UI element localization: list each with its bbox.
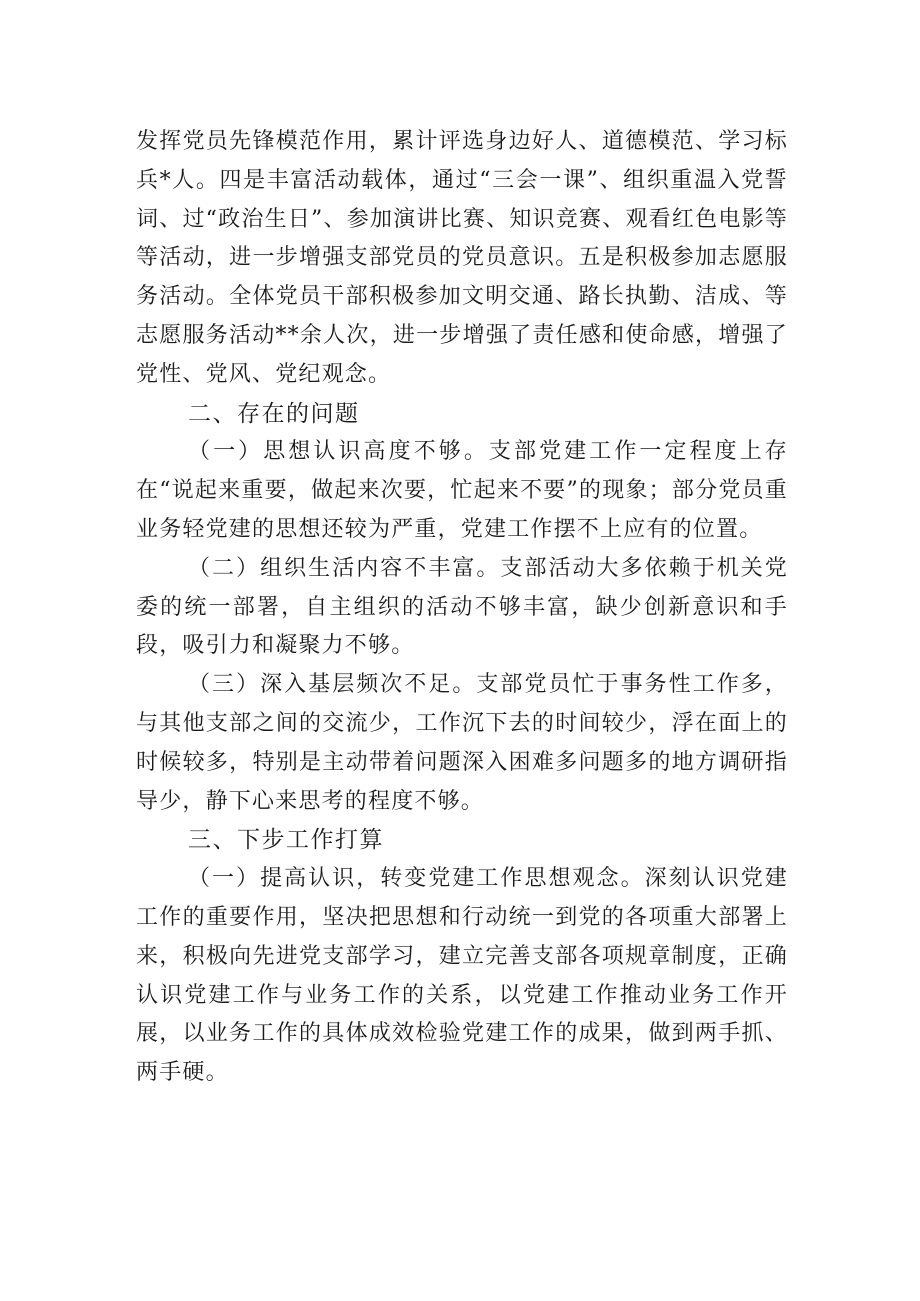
paragraph-party-activities: 发挥党员先锋模范作用，累计评选身边好人、道德模范、学习标兵*人。四是丰富活动载体，通过“三会一课”、组织重温入党誓词、过“政治生日”、参加演讲比赛、知识竞赛、观看红色电影等等活动，进一步增强支部党员的党员意识。五是积极参加志愿服务活动。全体党员干部积极参加文明交通、路长执勤、洁成、等志愿服务活动**余人次，进一步增强了责任感和使命感，增强了党性、党风、党纪观念。: [136, 129, 788, 387]
paragraph-problem-2-organization: （二）组织生活内容不丰富。支部活动大多依赖于机关党委的统一部署，自主组织的活动不够丰富，缺少创新意识和手段，吸引力和凝聚力不够。: [136, 555, 788, 659]
heading-next-steps: 三、下步工作打算: [188, 827, 384, 854]
paragraph-problem-1-awareness: （一）思想认识高度不够。支部党建工作一定程度上存在“说起来重要，做起来次要，忙起来不要”的现象；部分党员重业务轻党建的思想还较为严重，党建工作摆不上应有的位置。: [136, 439, 788, 542]
heading-existing-problems: 二、存在的问题: [188, 400, 360, 427]
paragraph-problem-3-grassroots: （三）深入基层频次不足。支部党员忙于事务性工作多，与其他支部之间的交流少，工作沉下去的时间较少，浮在面上的时候较多，特别是主动带着问题深入困难多问题多的地方调研指导少，静下心来思考的程度不够。: [136, 672, 788, 814]
document-body: [136, 123, 788, 1093]
paragraph-plan-1-awareness: （一）提高认识，转变党建工作思想观念。深刻认识党建工作的重要作用，坚决把思想和行动统一到党的各项重大部署上来，积极向先进党支部学习，建立完善支部各项规章制度，正确认识党建工作与业务工作的关系，以党建工作推动业务工作开展，以业务工作的具体成效检验党建工作的成果，做到两手抓、两手硬。: [136, 866, 788, 1086]
